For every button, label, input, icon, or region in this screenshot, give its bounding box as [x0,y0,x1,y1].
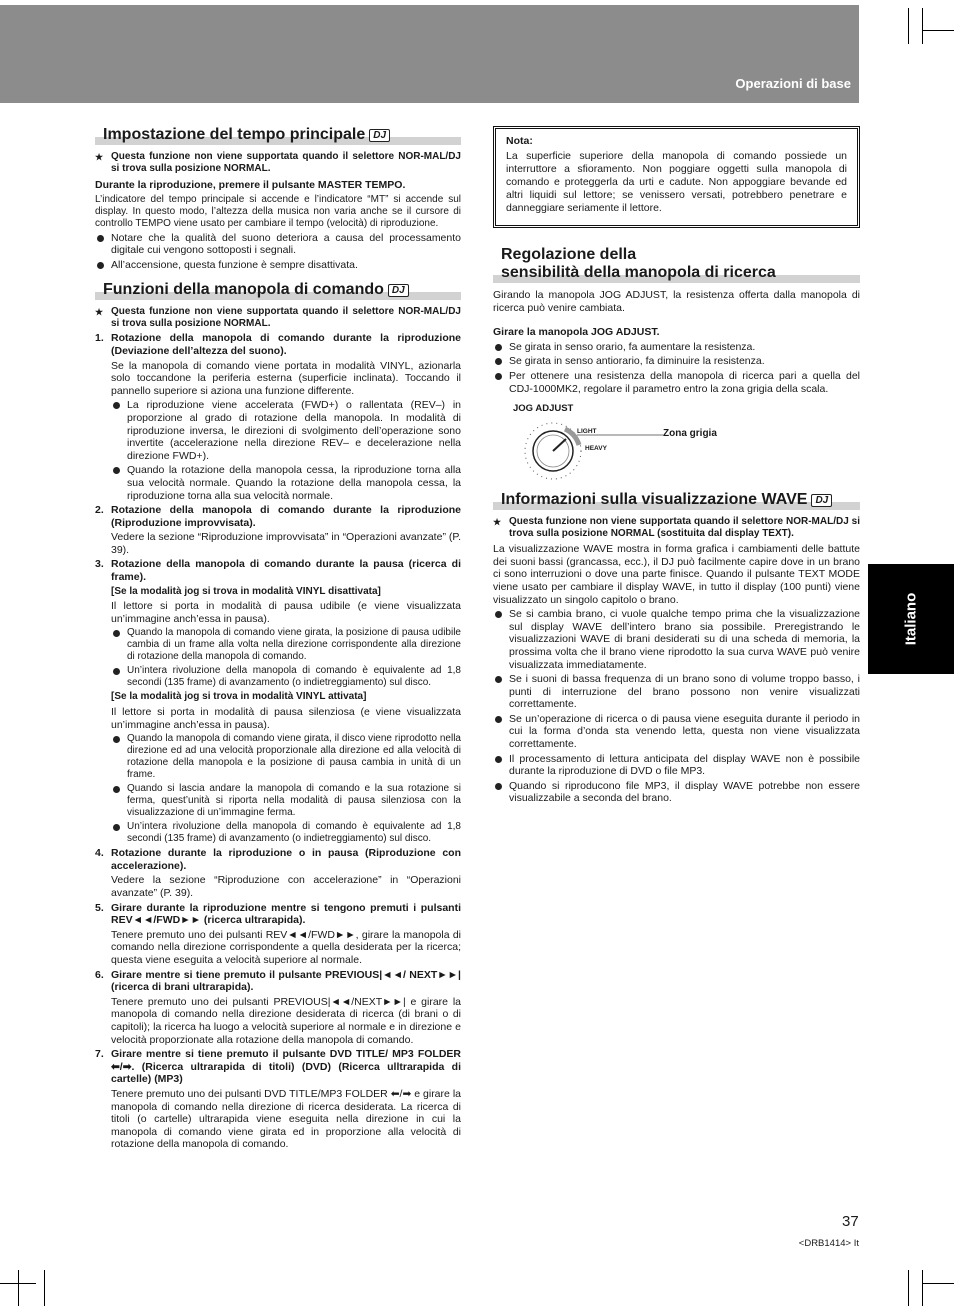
paragraph: Vedere la sezione “Riproduzione improvvisata” in “Operazioni avanzate” (P. 39). [111,531,461,556]
paragraph: Il lettore si porta in modalità di pausa silenziosa (e viene visualizzata un’immagine anch’essa in pausa). [111,706,461,731]
section-heading-master-tempo: Impostazione del tempo principale DJ [95,126,461,145]
section-heading-jog-adjust: Regolazione della sensibilità della manopola di ricerca [493,246,860,283]
header-band [0,5,859,103]
bullet-item: Notare che la qualità del suono deteriora a causa del processamento digitale cui vengono sottoposti i segnali. [95,232,461,257]
paragraph: Vedere la sezione “Riproduzione con accelerazione” in “Operazioni avanzate” (P. 39). [111,874,461,899]
bullet-item: Se girata in senso orario, fa aumentare la resistenza. [493,341,860,354]
section-heading-wave-display: Informazioni sulla visualizzazione WAVE DJ [493,491,860,510]
paragraph: Tenere premuto uno dei pulsanti PREVIOUS|◄◄/NEXT►►| e girare la manopola di comando nella direzione desiderata di ricerca (di brani o di capitoli); la ricerca ha luogo a velocità superiore al normale e in direzione e velocità proporzionate alla rotazione della manopola di comando. [111,995,461,1046]
bullet-item: Se si cambia brano, ci vuole qualche tempo prima che la visualizzazione sul display WAVE dell’intero brano sia possibile. Preregistrando le visualizzazioni WAVE di brani desiderati su di una scheda di memoria, la prossima volta che il brano viene riprodotto la sua curva WAVE può venire visualizzata immediatamente. [493,608,860,671]
bullet-item: Se girata in senso antiorario, fa diminuire la resistenza. [493,355,860,368]
numbered-item-title: 6. Girare mentre si tiene premuto il pulsante PREVIOUS|◄◄/ NEXT►►| (ricerca di brani ultrarapida). [95,968,461,994]
paragraph: La visualizzazione WAVE mostra in forma grafica i cambiamenti delle battute dei suoni bassi (grancassa, ecc.), il DJ può facilmente capire dove in un brano ci sono interruzioni o dove una parte finisce. Quando il pulsante TEXT MODE viene usato per cambiare il display WAVE, in tutto il display (100 punti) viene visualizzato un singolo capitolo o brano. [493,543,860,606]
note-body: La superficie superiore della manopola di comando possiede un interruttore a sfioramento. Non poggiare oggetti sulla manopola di comando e proteggerla da urti e cadute. Non appoggiare bevande ed altri liquidi sul lettore; se venissero versati, potrebbero penetrare e danneggiare seriamente il lettore. [506,150,847,214]
bullet-item: Quando la manopola di comando viene girata, la posizione di pausa udibile cambia di un frame alla volta nella direzione corrispondente alla direzione di rotazione della manopola di comando. [111,627,461,663]
bullet-item: Quando si lascia andare la manopola di comando e la sua rotazione si ferma, quest’unità si riporta nella modalità di pausa silenziosa con la visualizzazione di un’immagine ferma. [111,783,461,819]
left-column [95,126,461,1153]
language-tab [868,564,954,674]
numbered-item-title: 3. Rotazione della manopola di comando durante la pausa (ricerca di frame). [95,558,461,584]
crop-mark [44,1270,45,1306]
paragraph: Tenere premuto uno dei pulsanti REV◄◄/FWD►►, girare la manopola di comando nella direzione corrispondente a quella desiderata per la ricerca; questa viene eseguita a velocità superiore al normale. [111,928,461,966]
instruction-lead: Girare la manopola JOG ADJUST. [493,326,660,339]
numbered-item-title: 4. Rotazione durante la riproduzione o in pausa (Riproduzione con accelerazione). [95,847,461,872]
section-heading-jog-functions: Funzioni della manopola di comando DJ [95,281,461,300]
bullet-item: La riproduzione viene accelerata (FWD+) o rallentata (REV–) in proporzione al grado di rotazione della manopola. In modalità di riproduzione inversa, le direzioni di svolgimento dell’operazione sono invertite (accelerazione nella direzione REV– e decelerazione nella direzione FWD+). [111,399,461,462]
numbered-item-title: 2. Rotazione della manopola di comando durante la riproduzione (Riproduzione improvvisata). [95,504,461,529]
crop-mark [922,30,954,31]
bullet-item: Per ottenere una resistenza della manopola di ricerca pari a quella del CDJ-1000MK2, regolare il parametro entro la zona grigia della scala. [493,370,860,395]
bullet-item: Quando la rotazione della manopola cessa, la riproduzione torna alla sua velocità normale. Quando la rotazione della manopola cessa, la riproduzione torna alla sua velocità normale. [111,464,461,502]
document-code: <DRB1414> It [798,1238,859,1249]
bullet-item: Il processamento di lettura anticipata del display WAVE non è possibile durante la riproduzione di DVD o file MP3. [493,753,860,778]
crop-mark [922,8,923,44]
gray-zone-label: Zona grigia [663,428,717,440]
dj-mode-note: ★ Questa funzione non viene supportata quando il selettore NOR-MAL/DJ si trova sulla posizione NORMAL (sostituita dal display TEXT). [493,516,860,540]
bullet-item: Se un’operazione di ricerca o di pausa viene eseguita durante il periodo in cui la forma d’onda sta venendo letta, questa non viene visualizzata correttamente. [493,713,860,751]
instruction-lead: Durante la riproduzione, premere il pulsante MASTER TEMPO. [95,179,406,191]
bullet-item: Quando la manopola di comando viene girata, il disco viene riprodotto nella direzione ed ad una velocità proporzionale alla direzione ed alla velocità di rotazione della manopola e la posizione di pausa cambia in unità di un frame. [111,733,461,781]
crop-mark [922,1283,954,1284]
dj-mode-note: ★ Questa funzione non viene supportata quando il selettore NOR-MAL/DJ si trova sulla posizione NORMAL. [95,151,461,175]
note-title: Nota: [506,135,533,147]
subheading: [Se la modalità jog si trova in modalità VINYL disattivata] [111,585,381,597]
language-tab-label: Italiano [902,592,920,646]
crop-mark [18,1270,19,1306]
bullet-item: Quando si riproducono file MP3, il display WAVE potrebbe non essere visualizzabile a seconda del brano. [493,780,860,805]
light-label: LIGHT [577,428,597,436]
paragraph: Girando la manopola JOG ADJUST, la resistenza offerta dalla manopola di ricerca può venire cambiata. [493,289,860,314]
jog-adjust-figure [493,399,860,483]
jog-adjust-label: JOG ADJUST [513,403,574,415]
note-box [493,126,860,228]
crop-mark [0,1283,36,1284]
bullet-item: Se i suoni di bassa frequenza di un brano sono di volume troppo basso, i punti di interruzione del brano possono non venire visualizzati correttamente. [493,673,860,711]
bullet-item: Un’intera rivoluzione della manopola di comando è equivalente ad 1,8 secondi (135 frame) di avanzamento (o indietreggiamento) sul disco. [111,665,461,689]
numbered-item-title: 7. Girare mentre si tiene premuto il pulsante DVD TITLE/ MP3 FOLDER ⬅/➡. (Ricerca ultrarapida di titoli) (DVD) (Ricerca ulltrarapida di cartelle) (MP3) [95,1048,461,1086]
dj-mode-note: ★ Questa funzione non viene supportata quando il selettore NOR-MAL/DJ si trova sulla posizione NORMAL. [95,306,461,330]
right-column [493,126,860,807]
dj-badge-icon: DJ [369,129,390,142]
bullet-item: All’accensione, questa funzione è sempre disattivata. [95,259,461,272]
bullet-item: Un’intera rivoluzione della manopola di comando è equivalente ad 1,8 secondi (135 frame) di avanzamento (o indietreggiamento) sul disco. [111,821,461,845]
paragraph: Se la manopola di comando viene portata in modalità VINYL, azionarla solo toccandone la periferia esterna (superficie inclinata). Toccando il pannello superiore si aziona una funzione differente. [111,359,461,397]
crop-mark [908,1270,909,1306]
numbered-item-title: 1. Rotazione della manopola di comando durante la riproduzione (Deviazione dell’altezza del suono). [95,332,461,357]
subheading: [Se la modalità jog si trova in modalità VINYL attivata] [111,691,367,703]
section-label: Operazioni di base [735,76,851,91]
heavy-label: HEAVY [585,445,607,453]
dj-badge-icon: DJ [388,284,409,297]
paragraph: Tenere premuto uno dei pulsanti DVD TITLE/MP3 FOLDER ⬅/➡ e girare la manopola di comando nella direzione di ricerca desiderata. La ricerca di titoli (o cartelle) ultrarapida viene eseguita nella direzione in cui la manopola di comando viene girata ed in proporzione alla velocità di rotazione della manopola di comando. [111,1087,461,1151]
paragraph: Il lettore si porta in modalità di pausa udibile (e viene visualizzata un’immagine anch’essa in pausa). [111,600,461,625]
numbered-item-title: 5. Girare durante la riproduzione mentre si tengono premuti i pulsanti REV◄◄/FWD►► (ricerca ultrarapida). [95,901,461,927]
paragraph: L’indicatore del tempo principale si accende e l’indicatore “MT” si accende sul display. In questo modo, l’altezza della musica non varia anche se il cursore di controllo TEMPO viene usato per cambiare il tempo (velocità) di riproduzione. [95,193,461,229]
crop-mark [922,1270,923,1306]
page-number: 37 [842,1213,859,1230]
dj-badge-icon: DJ [811,494,832,507]
crop-mark [908,8,909,44]
